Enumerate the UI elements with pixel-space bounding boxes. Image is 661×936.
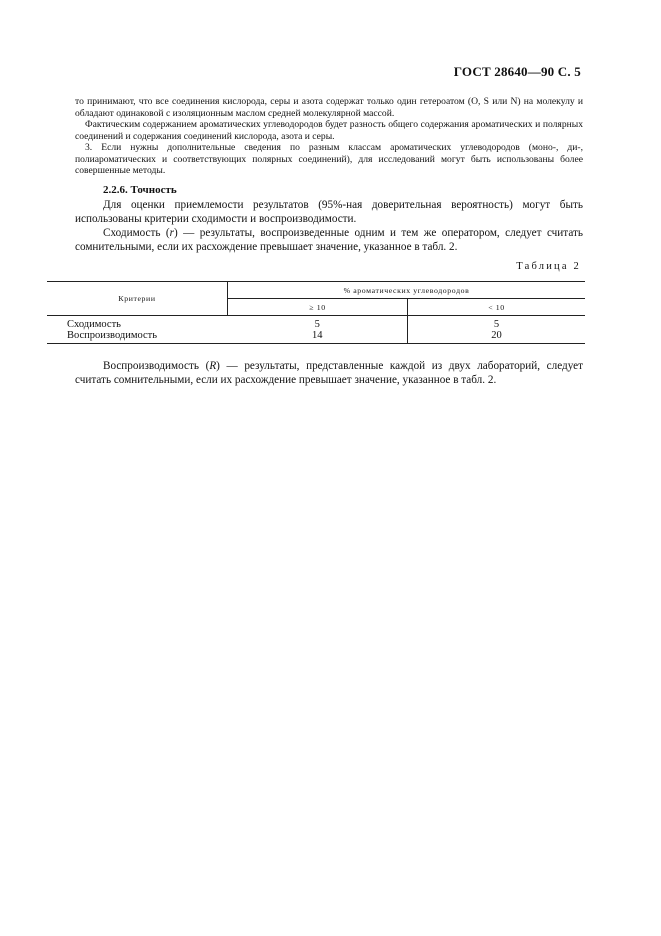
cell-value: 20 <box>408 330 586 344</box>
header-col-ge10: ≥ 10 <box>228 299 408 316</box>
note-paragraph-3: 3. Если нужны дополнительные сведения по разным классам ароматических углеводородов (моно-, ди-, полиароматических и соответствующих полярных соединений), для исследований могут быть использованы более совершенные методы. <box>75 142 583 176</box>
row-label: Сходимость <box>67 319 121 330</box>
table-caption: Таблица 2 <box>516 261 581 272</box>
table-row <box>47 330 585 344</box>
section-heading: 2.2.6. Точность <box>103 184 177 196</box>
footer-paragraph-start: Воспроизводимость ( <box>103 360 210 372</box>
cell-value: 5 <box>493 319 500 330</box>
paragraph-2-rest: ) — результаты, воспроизведенные одним и тем же оператором, следует считать сомнительными, если их расхождение превышает значение, указанное в табл. 2. <box>75 227 583 253</box>
header-criteria: Критерии <box>47 282 228 316</box>
data-table <box>47 281 585 344</box>
footer-paragraph-rest: ) — результаты, представленные каждой из двух лабораторий, следует считать сомнительными, если их расхождение превышает значение, указанное в табл. 2. <box>75 360 584 386</box>
footer-body <box>75 359 583 387</box>
notes-block <box>75 96 583 177</box>
footer-paragraph <box>75 359 583 387</box>
section-paragraph-1: Для оценки приемлемости результатов (95%-ная доверительная вероятность) могут быть использованы критерии сходимости и воспроизводимости. <box>75 199 583 225</box>
cell-value: 14 <box>228 330 408 344</box>
symbol-r: r <box>169 227 174 239</box>
row-label: Воспроизводимость <box>47 330 228 344</box>
section-paragraph-2 <box>75 226 583 254</box>
note-paragraph-2: Фактическим содержанием ароматических углеводородов будет разность общего содержания ароматических и полярных соединений и содержания соединений кислорода, азота и серы. <box>75 119 583 142</box>
symbol-R: R <box>209 360 217 372</box>
page-header: ГОСТ 28640—90 С. 5 <box>453 64 581 79</box>
note-paragraph-1: то принимают, что все соединения кислорода, серы и азота содержат только один гетероатом (O, S или N) на молекулу и обладают одинаковой с изоляционным маслом средней молекулярной массой. <box>75 96 583 119</box>
paragraph-2-start: Сходимость ( <box>103 227 170 239</box>
header-col-lt10: < 10 <box>408 299 586 316</box>
table-container <box>47 281 585 344</box>
section-body <box>75 198 583 254</box>
table-row <box>47 316 585 331</box>
cell-value: 5 <box>228 316 408 331</box>
header-aromatic-group: % ароматических углеводородов <box>228 282 586 299</box>
